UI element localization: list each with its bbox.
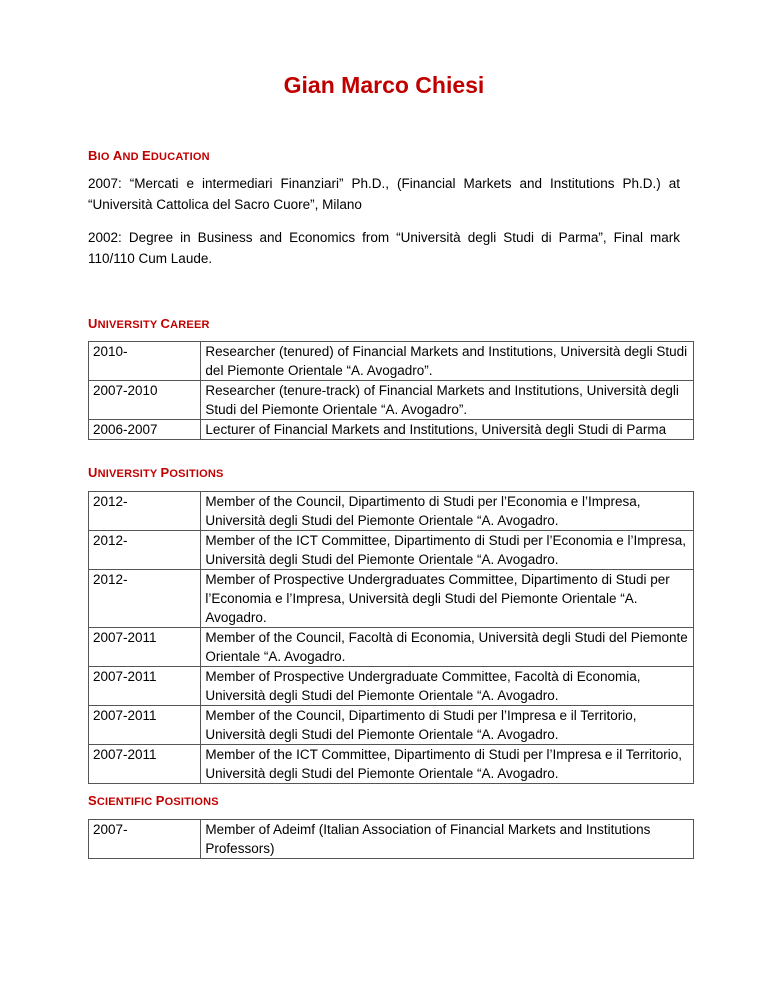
career-description: Researcher (tenured) of Financial Markets and Institutions, Università degli Studi del Piemonte Orientale “A. Avogadro”. [201, 342, 694, 381]
position-description: Member of Prospective Undergraduate Committee, Facoltà di Economia, Università degli Studi del Piemonte Orientale “A. Avogadro. [201, 667, 694, 706]
table-row [89, 820, 694, 859]
position-year: 2007-2011 [89, 706, 201, 745]
section-heading-career: UNIVERSITY CAREER [88, 316, 210, 331]
table-row [89, 492, 694, 531]
scientific-year: 2007- [89, 820, 201, 859]
scientific-table [88, 819, 694, 859]
position-year: 2012- [89, 531, 201, 570]
table-row [89, 381, 694, 420]
table-row [89, 706, 694, 745]
career-year: 2010- [89, 342, 201, 381]
table-row [89, 570, 694, 628]
scientific-description: Member of Adeimf (Italian Association of Financial Markets and Institutions Professors) [201, 820, 694, 859]
position-year: 2007-2011 [89, 667, 201, 706]
page-title: Gian Marco Chiesi [283, 72, 485, 98]
career-year: 2007-2010 [89, 381, 201, 420]
position-year: 2012- [89, 492, 201, 531]
position-description: Member of the Council, Facoltà di Economia, Università degli Studi del Piemonte Orientale “A. Avogadro. [201, 628, 694, 667]
section-heading-scientific: SCIENTIFIC POSITIONS [88, 793, 219, 808]
bio-paragraph-phd: 2007: “Mercati e intermediari Finanziari” Ph.D., (Financial Markets and Institutions Ph.D.) at “Università Cattolica del Sacro Cuore”, Milano [88, 176, 680, 212]
position-description: Member of the ICT Committee, Dipartimento di Studi per l’Economia e l’Impresa, Università degli Studi del Piemonte Orientale “A. Avogadro. [201, 531, 694, 570]
table-row [89, 531, 694, 570]
section-heading-positions: UNIVERSITY POSITIONS [88, 465, 224, 480]
position-description: Member of the Council, Dipartimento di Studi per l’Economia e l’Impresa, Università degli Studi del Piemonte Orientale “A. Avogadro. [201, 492, 694, 531]
table-row [89, 667, 694, 706]
section-heading-bio: BIO AND EDUCATION [88, 148, 210, 163]
career-description: Lecturer of Financial Markets and Institutions, Università degli Studi di Parma [201, 420, 694, 440]
position-description: Member of the Council, Dipartimento di Studi per l’Impresa e il Territorio, Università degli Studi del Piemonte Orientale “A. Avogadro. [201, 706, 694, 745]
position-description: Member of Prospective Undergraduates Committee, Dipartimento di Studi per l’Economia e l’Impresa, Università degli Studi del Piemonte Orientale “A. Avogadro. [201, 570, 694, 628]
position-year: 2007-2011 [89, 628, 201, 667]
bio-paragraph-degree: 2002: Degree in Business and Economics from “Università degli Studi di Parma”, Final mark 110/110 Cum Laude. [88, 230, 680, 266]
table-row [89, 628, 694, 667]
career-year: 2006-2007 [89, 420, 201, 440]
positions-table [88, 491, 694, 784]
career-description: Researcher (tenure-track) of Financial Markets and Institutions, Università degli Studi del Piemonte Orientale “A. Avogadro”. [201, 381, 694, 420]
position-description: Member of the ICT Committee, Dipartimento di Studi per l’Impresa e il Territorio, Università degli Studi del Piemonte Orientale “A. Avogadro. [201, 745, 694, 784]
position-year: 2007-2011 [89, 745, 201, 784]
position-year: 2012- [89, 570, 201, 628]
career-table [88, 341, 694, 440]
table-row [89, 420, 694, 440]
table-row [89, 745, 694, 784]
table-row [89, 342, 694, 381]
